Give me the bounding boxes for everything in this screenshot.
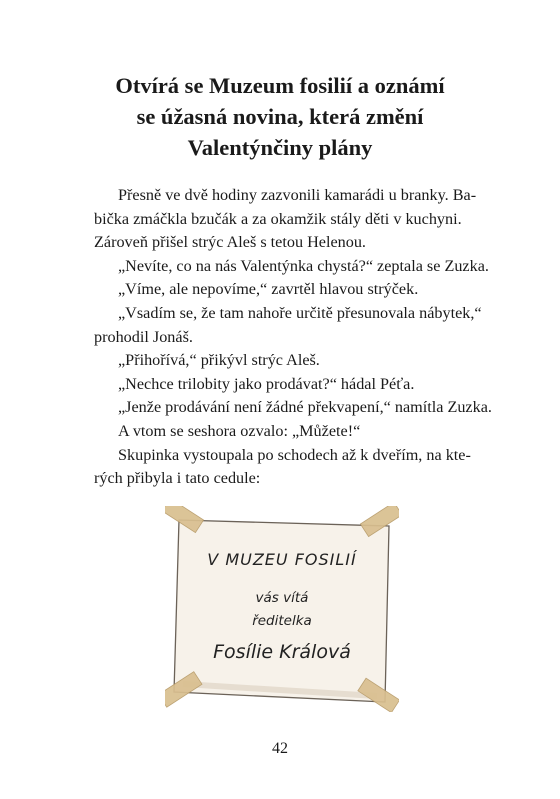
text-line: Zároveň přišel strýc Aleš s tetou Helenou. (94, 233, 366, 252)
museum-sign (165, 506, 399, 712)
chapter-title (0, 70, 560, 163)
text-line: „Nechce trilobity jako prodávat?“ hádal Péťa. (118, 374, 415, 393)
text-line: Přesně ve dvě hodiny zazvonili kamarádi u branky. Ba- (118, 186, 477, 204)
sign-paper (174, 520, 389, 702)
text-line: „Nevíte, co na nás Valentýnka chystá?“ zeptala se Zuzka. (118, 256, 489, 275)
sign-line-2: vás vítá (255, 590, 309, 606)
text-line: „Jenže prodávání není žádné překvapení,“ namítla Zuzka. (118, 398, 492, 417)
sign-line-1: V MUZEU FOSILIÍ (207, 550, 357, 569)
chapter-title-line-2: se úžasná novina, která změní (136, 104, 424, 129)
body-text (94, 184, 492, 491)
text-line: „Vsadím se, že tam nahoře určitě přesunovala nábytek,“ (118, 303, 482, 322)
sign-paper-illustration (165, 506, 399, 712)
text-line: „Víme, ale nepovíme,“ zavrtěl hlavou strýček. (118, 280, 419, 299)
text-line: rých přibyla i tato cedule: (94, 469, 261, 488)
text-line: prohodil Jonáš. (94, 327, 193, 346)
sign-line-4: Fosílie Králová (213, 641, 351, 663)
text-line: A vtom se seshora ozvalo: „Můžete!“ (118, 421, 361, 440)
sign-line-3: ředitelka (252, 613, 312, 629)
text-line: Skupinka vystoupala po schodech až k dveřím, na kte- (118, 445, 471, 464)
chapter-title-line-3: Valentýnčiny plány (187, 135, 373, 160)
chapter-title-line-1: Otvírá se Muzeum fosilií a oznámí (115, 73, 445, 98)
text-line: bička zmáčkla bzučák a za okamžik stály děti v kuchyni. (94, 209, 462, 228)
page-number: 42 (272, 740, 288, 757)
text-line: „Přihořívá,“ přikývl strýc Aleš. (118, 351, 320, 370)
